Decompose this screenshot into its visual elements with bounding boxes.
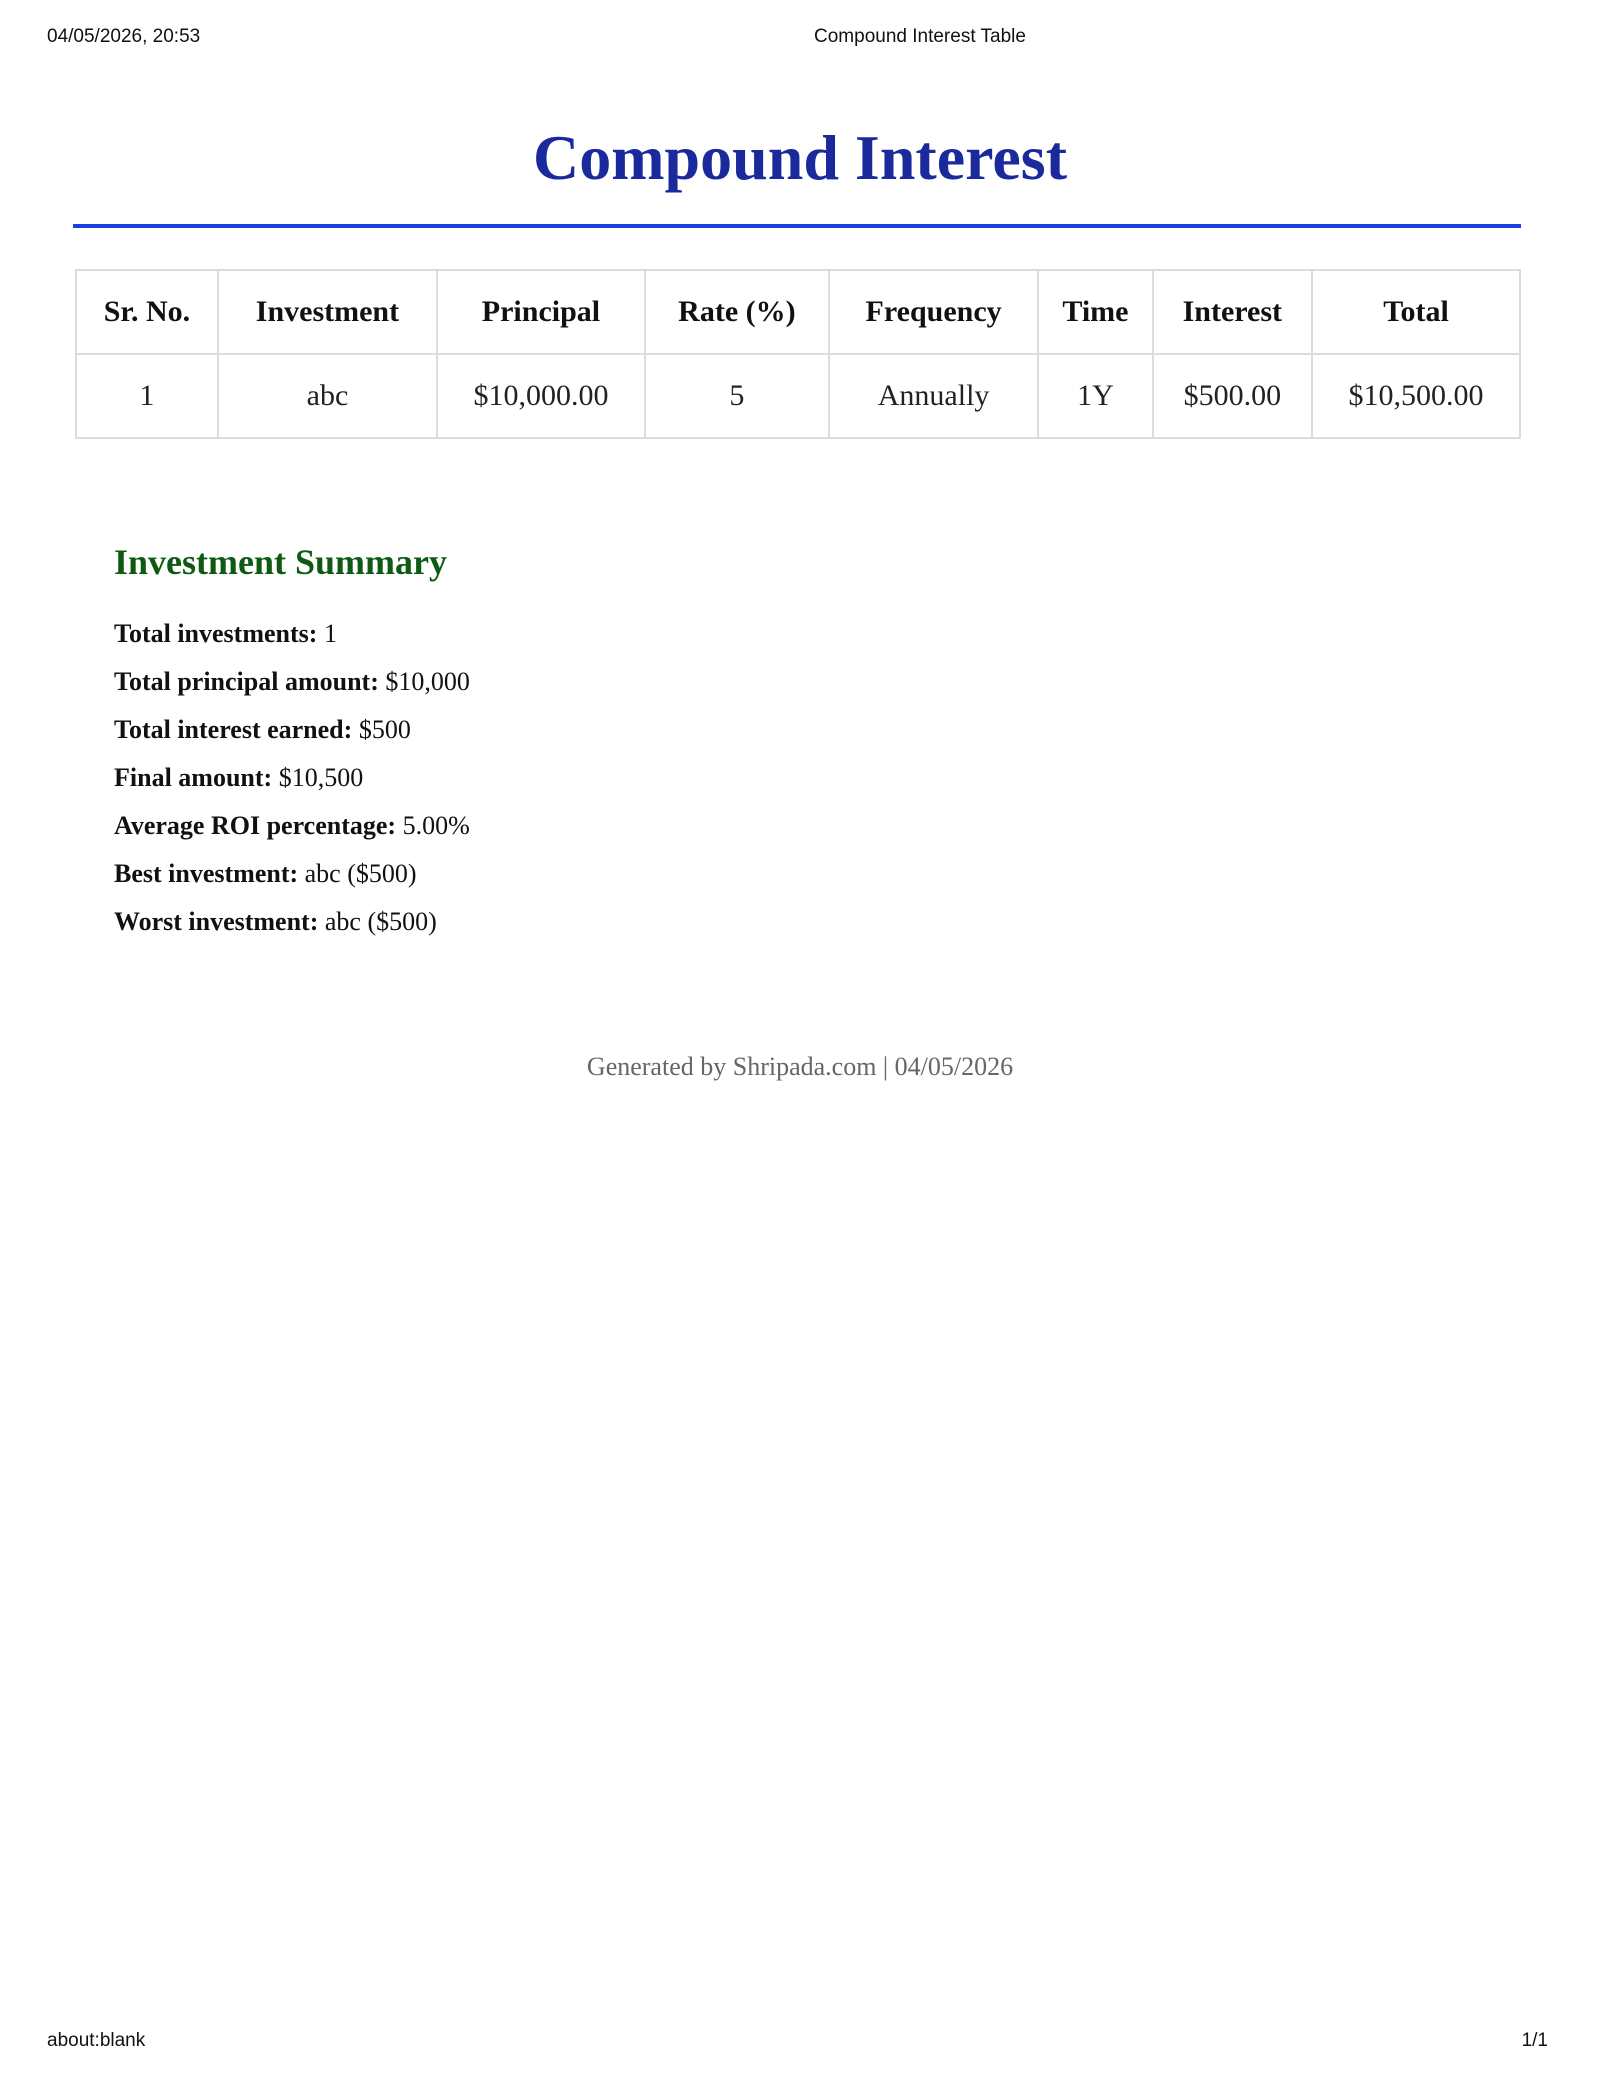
summary-label: Average ROI percentage: [114,811,397,840]
cell-sr-no: 1 [76,354,218,438]
cell-investment: abc [218,354,437,438]
summary-value: abc ($500) [304,859,417,888]
print-page-number: 1/1 [1521,2030,1548,2051]
summary-value: 1 [323,619,337,648]
cell-frequency: Annually [829,354,1038,438]
cell-interest: $500.00 [1153,354,1313,438]
summary-label: Total investments: [114,619,318,648]
summary-final-amount [114,754,1014,802]
header-investment: Investment [218,270,437,354]
summary-value: abc ($500) [324,907,437,936]
summary-average-roi [114,802,1014,850]
table-header-row [76,270,1520,354]
summary-total-interest [114,706,1014,754]
header-frequency: Frequency [829,270,1038,354]
summary-label: Best investment: [114,859,299,888]
cell-time: 1Y [1038,354,1152,438]
summary-value: $500 [358,715,411,744]
summary-label: Final amount: [114,763,273,792]
table-row [76,354,1520,438]
generated-by-footer: Generated by Shripada.com | 04/05/2026 [586,1052,1014,1081]
print-url: about:blank [47,2030,146,2051]
summary-value: $10,000 [385,667,470,696]
print-datetime: 04/05/2026, 20:53 [47,26,201,47]
summary-worst-investment [114,898,1014,946]
header-total: Total [1312,270,1520,354]
summary-heading: Investment Summary [114,542,447,582]
summary-value: $10,500 [278,763,364,792]
print-page-title: Compound Interest Table [814,26,1026,47]
investment-summary [114,540,1014,946]
cell-rate: 5 [645,354,829,438]
header-interest: Interest [1153,270,1313,354]
header-principal: Principal [437,270,645,354]
cell-principal: $10,000.00 [437,354,645,438]
header-rate: Rate (%) [645,270,829,354]
compound-interest-table [75,269,1521,439]
summary-label: Total principal amount: [114,667,379,696]
summary-best-investment [114,850,1014,898]
summary-total-investments [114,610,1014,658]
title-divider [73,224,1521,228]
summary-value: 5.00% [402,811,470,840]
summary-label: Total interest earned: [114,715,353,744]
cell-total: $10,500.00 [1312,354,1520,438]
summary-total-principal [114,658,1014,706]
header-time: Time [1038,270,1152,354]
summary-label: Worst investment: [114,907,319,936]
header-sr-no: Sr. No. [76,270,218,354]
page-title: Compound Interest [533,122,1067,193]
